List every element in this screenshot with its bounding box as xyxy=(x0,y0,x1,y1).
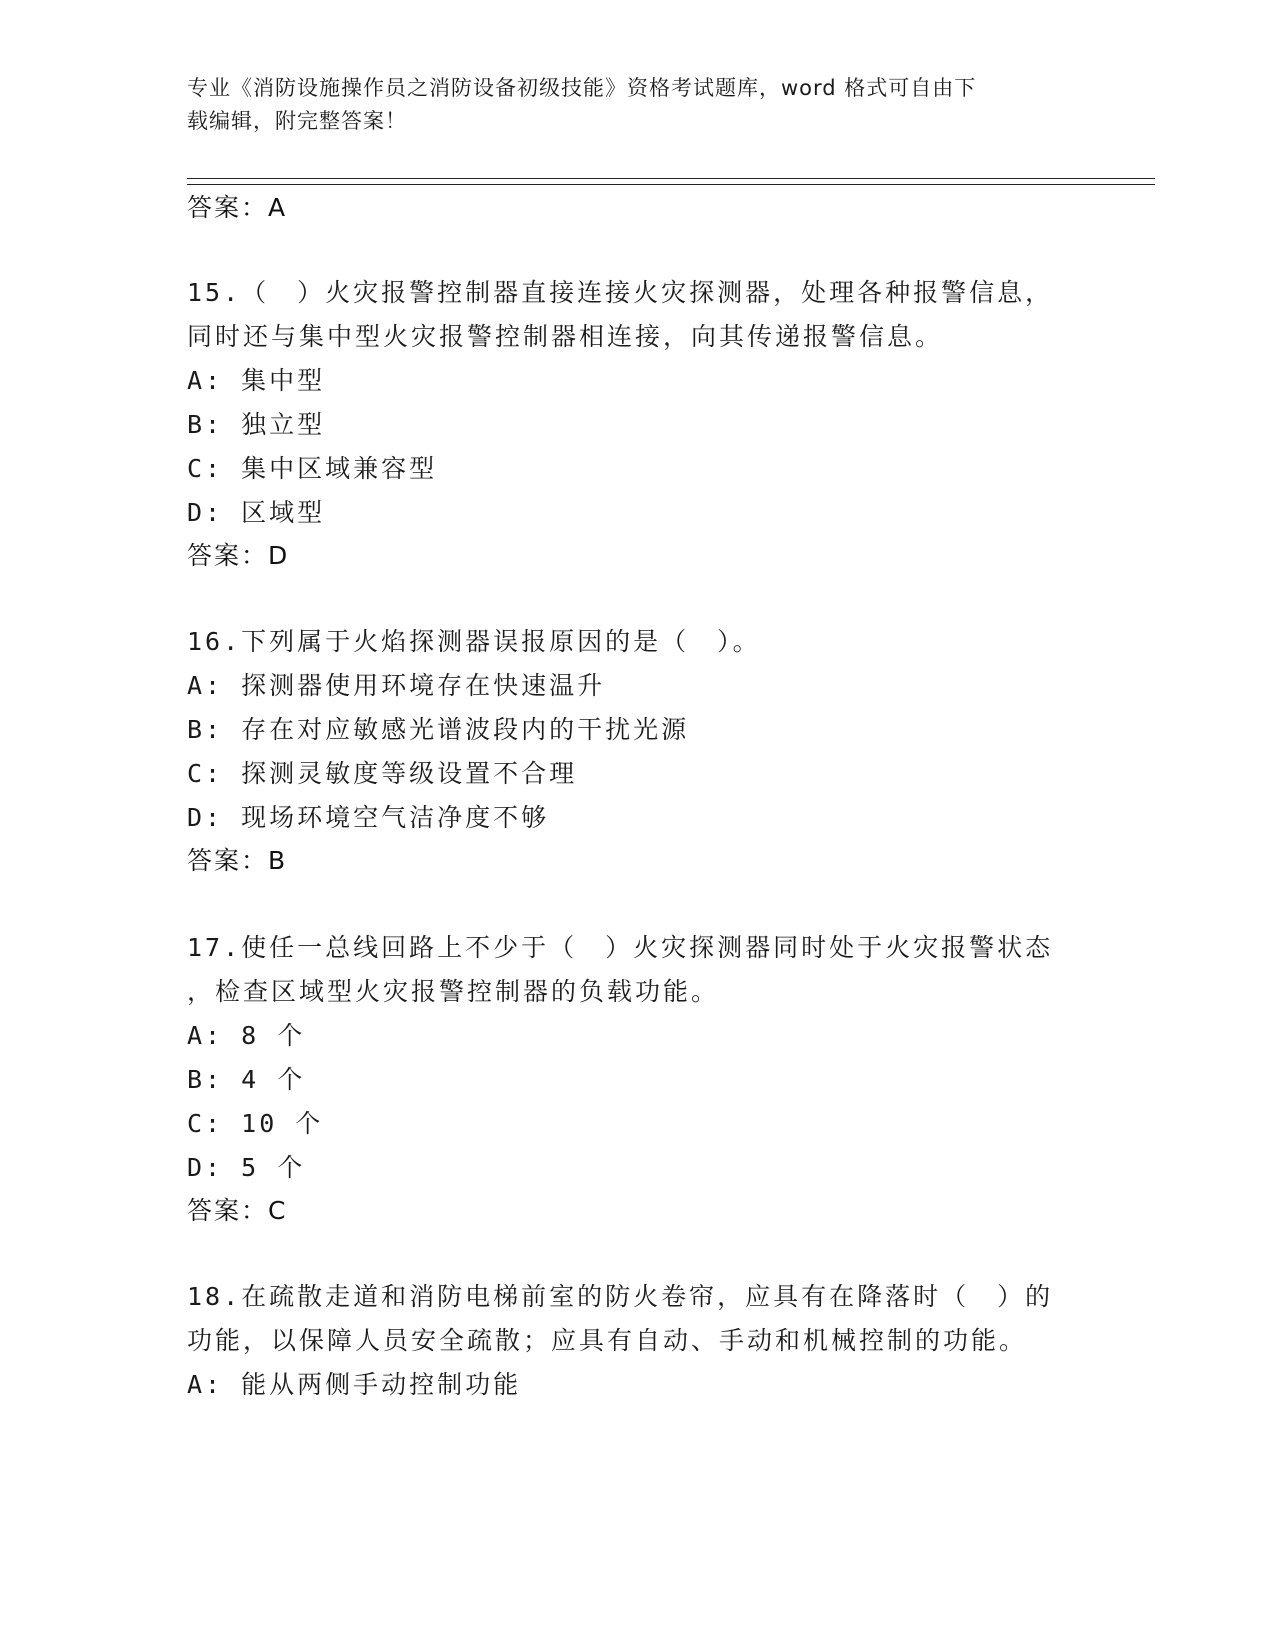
question-18-line-2: 功能，以保障人员安全疏散；应具有自动、手动和机械控制的功能。 xyxy=(187,1326,1028,1355)
question-18-line-1: 18.在疏散走道和消防电梯前室的防火卷帘，应具有在降落时（ ）的 xyxy=(187,1282,1054,1311)
question-15-option-c: C: 集中区域兼容型 xyxy=(187,454,438,483)
question-17-line-1: 17.使任一总线回路上不少于（ ）火灾探测器同时处于火灾报警状态 xyxy=(187,933,1054,962)
answer-line: 答案：A xyxy=(187,193,288,222)
question-15-line-1: 15.（ ）火灾报警控制器直接连接火灾探测器，处理各种报警信息， xyxy=(187,278,1054,307)
question-16-answer: 答案：B xyxy=(187,846,288,875)
question-15-answer: 答案：D xyxy=(187,541,290,570)
header-line-1: 专业《消防设施操作员之消防设备初级技能》资格考试题库，word 格式可自由下 xyxy=(187,76,977,100)
header-divider-top xyxy=(187,178,1155,179)
question-17-option-a: A: 8 个 xyxy=(187,1021,306,1050)
header-line-2: 载编辑，附完整答案！ xyxy=(187,109,407,133)
header-divider-bottom xyxy=(187,184,1155,185)
question-17-option-b: B: 4 个 xyxy=(187,1065,306,1094)
document-header xyxy=(187,72,1067,138)
question-17-option-d: D: 5 个 xyxy=(187,1153,306,1182)
question-15-line-2: 同时还与集中型火灾报警控制器相连接，向其传递报警信息。 xyxy=(187,322,944,351)
question-15-option-b: B: 独立型 xyxy=(187,410,326,439)
question-16-line-1: 16.下列属于火焰探测器误报原因的是（ ）。 xyxy=(187,627,761,656)
question-17-answer: 答案：C xyxy=(187,1196,288,1225)
question-15-option-d: D: 区域型 xyxy=(187,498,326,527)
question-16-option-b: B: 存在对应敏感光谱波段内的干扰光源 xyxy=(187,715,690,744)
question-17-option-c: C: 10 个 xyxy=(187,1109,324,1138)
question-18-option-a: A: 能从两侧手动控制功能 xyxy=(187,1370,522,1399)
question-16-option-c: C: 探测灵敏度等级设置不合理 xyxy=(187,759,578,788)
question-16-option-a: A: 探测器使用环境存在快速温升 xyxy=(187,671,606,700)
question-16-option-d: D: 现场环境空气洁净度不够 xyxy=(187,803,550,832)
question-15-option-a: A: 集中型 xyxy=(187,366,326,395)
question-17-line-2: ，检查区域型火灾报警控制器的负载功能。 xyxy=(187,977,720,1006)
